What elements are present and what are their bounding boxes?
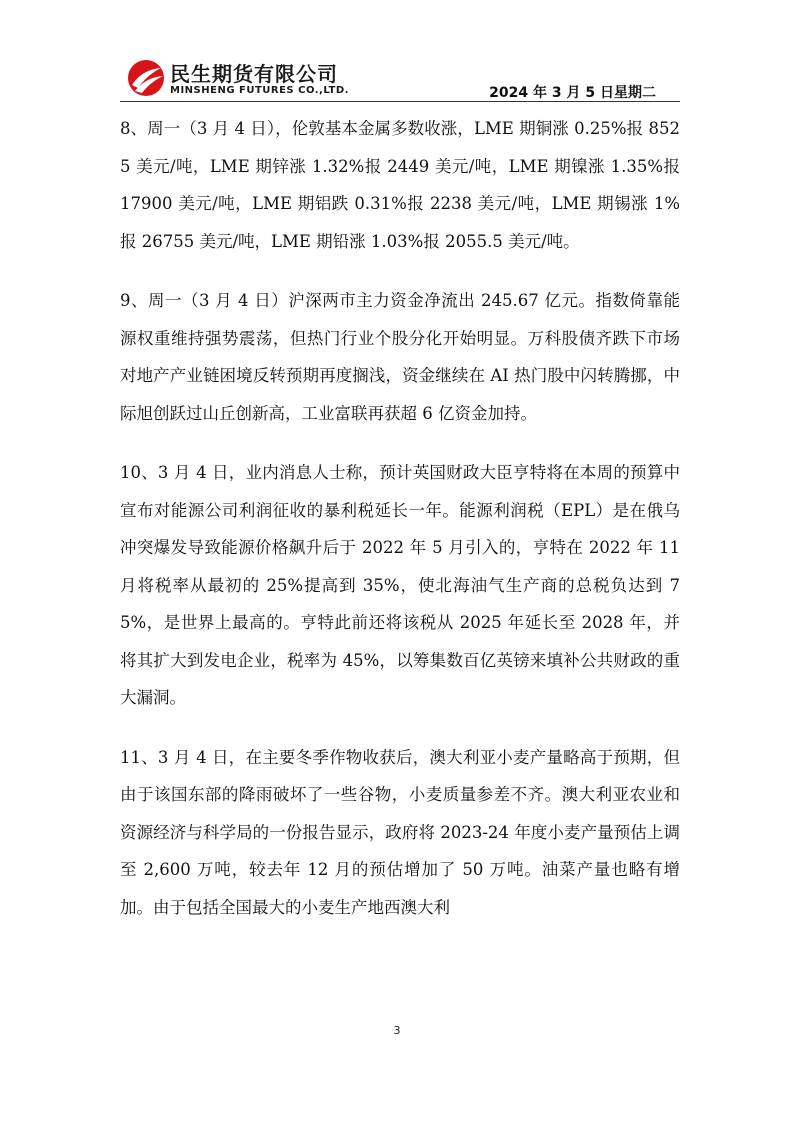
news-item-9: 9、周一（3 月 4 日）沪深两市主力资金净流出 245.67 亿元。指数倚靠能源权重维持强势震荡，但热门行业个股分化开始明显。万科股债齐跌下市场对地产产业链困境反转预期再度搁浅，资金继续在 AI 热门股中闪转腾挪，中际旭创跃过山丘创新高，工业富联再获超 6 亿资金加持。 (120, 291, 680, 423)
header-divider (120, 101, 680, 102)
news-item-11: 11、3 月 4 日，在主要冬季作物收获后，澳大利亚小麦产量略高于预期，但由于该国东部的降雨破坏了一些谷物，小麦质量参差不齐。澳大利亚农业和资源经济与科学局的一份报告显示，政府将 2023-24 年度小麦产量预估上调至 2,600 万吨，较去年 12 月的预估增加了 50 万吨。油菜产量也略有增加。由于包括全国最大的小麦生产地西澳大利 (120, 747, 680, 917)
document-body (120, 110, 680, 948)
report-date: 2024 年 3 月 5 日星期二 (489, 85, 656, 101)
company-name-en: MINSHENG FUTURES CO.,LTD. (170, 85, 349, 96)
news-item-8: 8、周一（3 月 4 日），伦敦基本金属多数收涨，LME 期铜涨 0.25%报 8525 美元/吨，LME 期锌涨 1.32%报 2449 美元/吨，LME 期镍涨 1.35%报 17900 美元/吨，LME 期铝跌 0.31%报 2238 美元/吨，LME 期锡涨 1%报 26755 美元/吨，LME 期铅涨 1.03%报 2055.5 美元/吨。 (120, 119, 680, 251)
minsheng-swoosh-logo-icon (126, 58, 166, 98)
company-logo (126, 56, 366, 100)
company-name-cn: 民生期货有限公司 (170, 62, 338, 86)
page-header (120, 52, 680, 102)
news-item-10: 10、3 月 4 日，业内消息人士称，预计英国财政大臣亨特将在本周的预算中宣布对能源公司利润征收的暴利税延长一年。能源利润税（EPL）是在俄乌冲突爆发导致能源价格飙升后于 2022 年 5 月引入的，亨特在 2022 年 11 月将税率从最初的 25%提高到 35%，使北海油气生产商的总税负达到 75%，是世界上最高的。亨特此前还将该税从 2025 年延长至 2028 年，并将其扩大到发电企业，税率为 45%，以筹集数百亿英镑来填补公共财政的重大漏洞。 (120, 463, 680, 707)
page-number: 3 (393, 1024, 401, 1037)
